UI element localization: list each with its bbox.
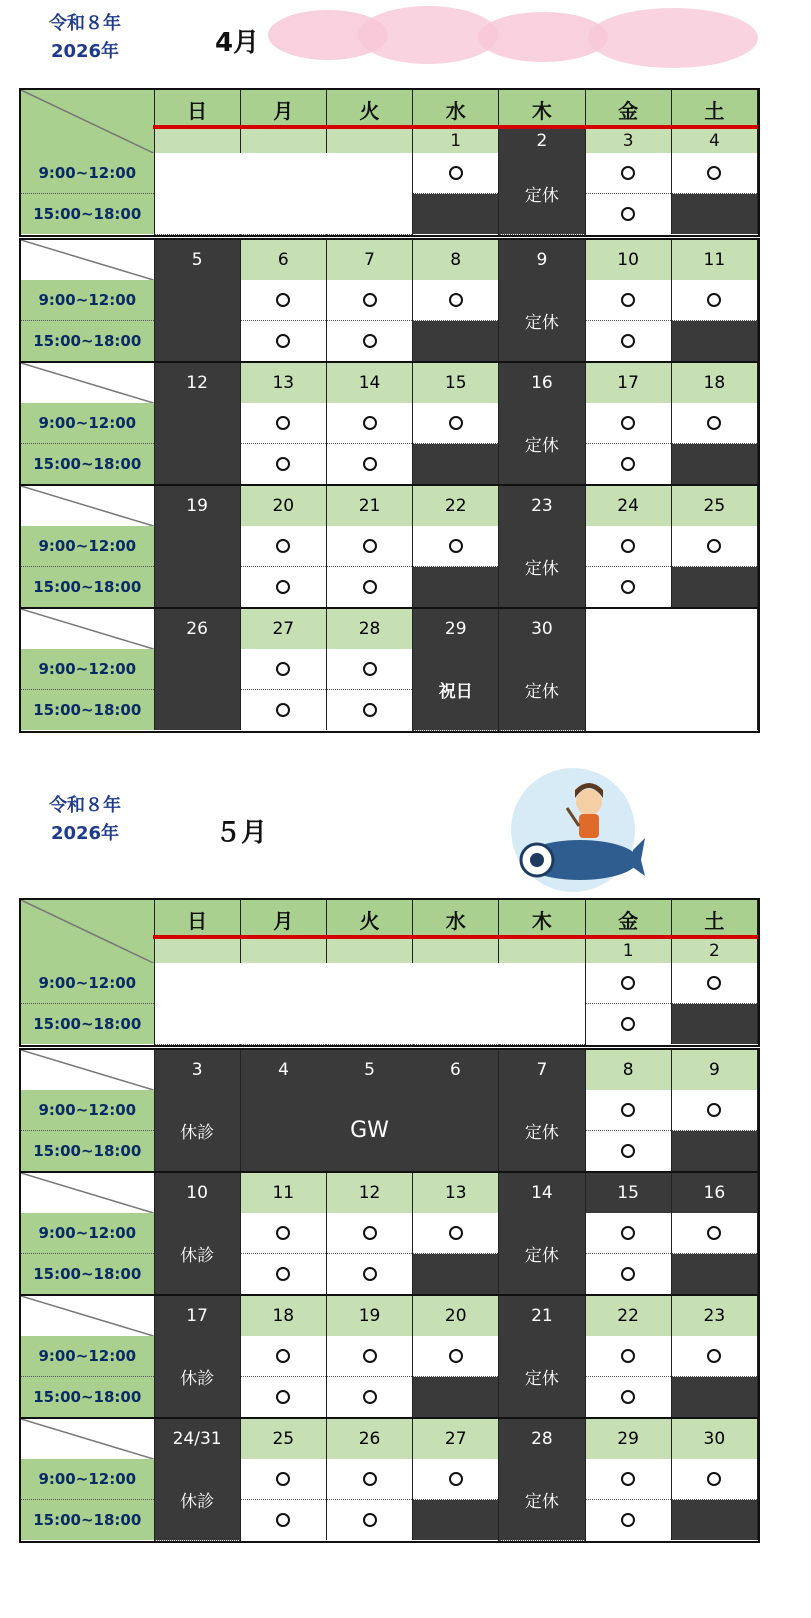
date: 8 bbox=[585, 1049, 671, 1090]
open-mark bbox=[621, 580, 635, 594]
date: 22 bbox=[413, 485, 499, 526]
open-mark bbox=[449, 1226, 463, 1240]
slot-morning: 9:00~12:00 bbox=[21, 1336, 154, 1377]
date: 5 bbox=[154, 239, 240, 362]
sunday-closed-label: 休診 bbox=[154, 1459, 240, 1540]
open-mark bbox=[707, 416, 721, 430]
date: 18 bbox=[671, 362, 757, 403]
empty-cell bbox=[154, 963, 585, 1044]
open-mark bbox=[363, 1390, 377, 1404]
slot-afternoon: 15:00~18:00 bbox=[21, 194, 154, 235]
date: 7 bbox=[499, 1049, 585, 1090]
open-mark bbox=[621, 1349, 635, 1363]
date: 12 bbox=[154, 362, 240, 485]
slot-afternoon: 15:00~18:00 bbox=[21, 1500, 154, 1541]
date: 30 bbox=[671, 1418, 757, 1459]
open-mark bbox=[621, 457, 635, 471]
slot-afternoon: 15:00~18:00 bbox=[21, 1254, 154, 1296]
date: 17 bbox=[585, 362, 671, 403]
open-mark bbox=[276, 1226, 290, 1240]
open-mark bbox=[276, 580, 290, 594]
weekday-fri: 金 bbox=[585, 90, 671, 128]
date: 25 bbox=[240, 1418, 326, 1459]
open-mark bbox=[707, 1349, 721, 1363]
open-mark bbox=[276, 1349, 290, 1363]
date: 27 bbox=[413, 1418, 499, 1459]
open-mark bbox=[621, 1144, 635, 1158]
open-mark bbox=[276, 662, 290, 676]
closed-label: 定休 bbox=[499, 649, 585, 730]
date: 7 bbox=[326, 239, 412, 280]
weekday-tue: 火 bbox=[326, 90, 412, 128]
closed-label: 定休 bbox=[499, 1336, 585, 1418]
slot-afternoon: 15:00~18:00 bbox=[21, 444, 154, 486]
april-era: 令和８年 bbox=[49, 13, 121, 34]
corner-cell bbox=[21, 90, 154, 153]
date: 21 bbox=[326, 485, 412, 526]
open-mark bbox=[363, 1226, 377, 1240]
closed-label: 定休 bbox=[499, 153, 585, 234]
closed-label: 定休 bbox=[499, 1213, 585, 1295]
slot-afternoon: 15:00~18:00 bbox=[21, 690, 154, 731]
open-mark bbox=[363, 457, 377, 471]
slot-morning: 9:00~12:00 bbox=[21, 153, 154, 194]
open-mark bbox=[276, 416, 290, 430]
date: 18 bbox=[240, 1295, 326, 1336]
date: 25 bbox=[671, 485, 757, 526]
corner-cell bbox=[21, 608, 154, 649]
open-mark bbox=[449, 1472, 463, 1486]
may-era-label bbox=[20, 792, 150, 848]
april-year: 2026年 bbox=[50, 41, 120, 62]
corner-cell bbox=[21, 239, 154, 280]
weekday-sun: 日 bbox=[154, 90, 240, 128]
open-mark bbox=[621, 1472, 635, 1486]
date: 11 bbox=[671, 239, 757, 280]
open-mark bbox=[276, 334, 290, 348]
may-era: 令和８年 bbox=[49, 795, 121, 816]
april-calendar-weeks bbox=[19, 238, 760, 733]
open-mark bbox=[276, 293, 290, 307]
sunday-closed-label: 休診 bbox=[154, 1336, 240, 1418]
date: 19 bbox=[326, 1295, 412, 1336]
open-mark bbox=[707, 976, 721, 990]
open-mark bbox=[363, 662, 377, 676]
slot-afternoon: 15:00~18:00 bbox=[21, 1004, 154, 1045]
open-mark bbox=[621, 334, 635, 348]
april-era-label bbox=[20, 10, 150, 66]
slot-afternoon: 15:00~18:00 bbox=[21, 1377, 154, 1419]
date: 2 bbox=[499, 128, 585, 153]
open-mark bbox=[363, 539, 377, 553]
date: 6 bbox=[413, 1049, 499, 1090]
corner-cell bbox=[21, 1418, 154, 1459]
date: 24/31 bbox=[154, 1418, 240, 1459]
weekday-wed: 水 bbox=[413, 90, 499, 128]
date: 3 bbox=[154, 1049, 240, 1090]
weekday-thu: 木 bbox=[499, 90, 585, 128]
open-mark bbox=[621, 1017, 635, 1031]
open-mark bbox=[363, 293, 377, 307]
date: 2 bbox=[671, 938, 757, 963]
date: 10 bbox=[585, 239, 671, 280]
date: 9 bbox=[499, 239, 585, 280]
header-red-line bbox=[153, 125, 758, 129]
closed-label: 定休 bbox=[499, 1090, 585, 1172]
weekday-mon: 月 bbox=[240, 900, 326, 938]
open-mark bbox=[621, 1513, 635, 1527]
date: 9 bbox=[671, 1049, 757, 1090]
date: 1 bbox=[585, 938, 671, 963]
open-mark bbox=[276, 539, 290, 553]
slot-morning: 9:00~12:00 bbox=[21, 280, 154, 321]
date: 24 bbox=[585, 485, 671, 526]
sunday-closed-label: 休診 bbox=[154, 1213, 240, 1295]
date: 16 bbox=[499, 362, 585, 403]
date: 20 bbox=[240, 485, 326, 526]
date: 26 bbox=[154, 608, 240, 730]
closed-label: 定休 bbox=[499, 403, 585, 485]
date: 23 bbox=[671, 1295, 757, 1336]
may-month-title: ５月 bbox=[215, 818, 268, 848]
corner-cell bbox=[21, 900, 154, 963]
open-mark bbox=[276, 457, 290, 471]
open-mark bbox=[621, 207, 635, 221]
header-red-line bbox=[153, 935, 758, 939]
slot-morning: 9:00~12:00 bbox=[21, 1090, 154, 1131]
open-mark bbox=[707, 1226, 721, 1240]
slot-morning: 9:00~12:00 bbox=[21, 649, 154, 690]
date: 28 bbox=[326, 608, 412, 649]
may-calendar-weeks bbox=[19, 1048, 760, 1543]
weekday-tue: 火 bbox=[326, 900, 412, 938]
date: 6 bbox=[240, 239, 326, 280]
sunday-closed-label: 休診 bbox=[154, 1090, 240, 1172]
open-mark bbox=[707, 1472, 721, 1486]
slot-morning: 9:00~12:00 bbox=[21, 1459, 154, 1500]
open-mark bbox=[276, 1267, 290, 1281]
open-mark bbox=[276, 703, 290, 717]
date: 4 bbox=[671, 128, 757, 153]
may-year: 2026年 bbox=[50, 823, 120, 844]
date: 22 bbox=[585, 1295, 671, 1336]
open-mark bbox=[621, 416, 635, 430]
slot-morning: 9:00~12:00 bbox=[21, 526, 154, 567]
weekday-fri: 金 bbox=[585, 900, 671, 938]
open-mark bbox=[707, 293, 721, 307]
date: 15 bbox=[413, 362, 499, 403]
date: 5 bbox=[326, 1049, 412, 1090]
open-mark bbox=[363, 703, 377, 717]
date: 29 bbox=[585, 1418, 671, 1459]
date: 8 bbox=[413, 239, 499, 280]
date: 21 bbox=[499, 1295, 585, 1336]
date: 3 bbox=[585, 128, 671, 153]
open-mark bbox=[363, 334, 377, 348]
open-mark bbox=[363, 416, 377, 430]
date: 30 bbox=[499, 608, 585, 649]
date: 28 bbox=[499, 1418, 585, 1459]
open-mark bbox=[621, 293, 635, 307]
holiday-date: 29 bbox=[413, 608, 499, 649]
open-mark bbox=[276, 1472, 290, 1486]
open-mark bbox=[621, 1390, 635, 1404]
holiday-label: 祝日 bbox=[413, 649, 499, 730]
open-mark bbox=[363, 580, 377, 594]
open-mark bbox=[363, 1267, 377, 1281]
date: 17 bbox=[154, 1295, 240, 1336]
april-month-title: 4月 bbox=[215, 28, 260, 58]
april-calendar bbox=[19, 88, 760, 237]
date: 14 bbox=[326, 362, 412, 403]
date: 26 bbox=[326, 1418, 412, 1459]
date: 4 bbox=[240, 1049, 326, 1090]
open-mark bbox=[707, 1103, 721, 1117]
open-mark bbox=[449, 293, 463, 307]
weekday-mon: 月 bbox=[240, 90, 326, 128]
weekday-sat: 土 bbox=[671, 90, 757, 128]
open-mark bbox=[449, 1349, 463, 1363]
date: 13 bbox=[413, 1172, 499, 1213]
date: 19 bbox=[154, 485, 240, 608]
slot-morning: 9:00~12:00 bbox=[21, 963, 154, 1004]
corner-cell bbox=[21, 485, 154, 526]
weekday-wed: 水 bbox=[413, 900, 499, 938]
corner-cell bbox=[21, 362, 154, 403]
date: 20 bbox=[413, 1295, 499, 1336]
open-mark bbox=[276, 1390, 290, 1404]
open-mark bbox=[363, 1513, 377, 1527]
corner-cell bbox=[21, 1295, 154, 1336]
open-mark bbox=[621, 1103, 635, 1117]
open-mark bbox=[621, 976, 635, 990]
closed-label: 定休 bbox=[499, 1459, 585, 1540]
open-mark bbox=[621, 166, 635, 180]
open-mark bbox=[621, 1226, 635, 1240]
date: 15 bbox=[585, 1172, 671, 1213]
koinobori-boy-illustration bbox=[505, 768, 645, 898]
open-mark bbox=[621, 1267, 635, 1281]
open-mark bbox=[707, 539, 721, 553]
empty-cell bbox=[154, 153, 413, 234]
weekday-thu: 木 bbox=[499, 900, 585, 938]
closed-label: 定休 bbox=[499, 526, 585, 608]
may-calendar bbox=[19, 898, 760, 1047]
open-mark bbox=[707, 166, 721, 180]
date: 27 bbox=[240, 608, 326, 649]
date: 1 bbox=[413, 128, 499, 153]
cherry-blossom-decoration bbox=[268, 6, 758, 76]
slot-morning: 9:00~12:00 bbox=[21, 403, 154, 444]
corner-cell bbox=[21, 1172, 154, 1213]
date: 14 bbox=[499, 1172, 585, 1213]
slot-afternoon: 15:00~18:00 bbox=[21, 321, 154, 363]
open-mark bbox=[363, 1472, 377, 1486]
open-mark bbox=[621, 539, 635, 553]
open-mark bbox=[449, 416, 463, 430]
open-mark bbox=[449, 539, 463, 553]
date: 13 bbox=[240, 362, 326, 403]
closed-label: 定休 bbox=[499, 280, 585, 362]
date: 12 bbox=[326, 1172, 412, 1213]
open-mark bbox=[276, 1513, 290, 1527]
date: 11 bbox=[240, 1172, 326, 1213]
weekday-sat: 土 bbox=[671, 900, 757, 938]
slot-afternoon: 15:00~18:00 bbox=[21, 567, 154, 609]
empty-cell bbox=[585, 608, 757, 730]
corner-cell bbox=[21, 1049, 154, 1090]
open-mark bbox=[363, 1349, 377, 1363]
date: 23 bbox=[499, 485, 585, 526]
weekday-sun: 日 bbox=[154, 900, 240, 938]
slot-morning: 9:00~12:00 bbox=[21, 1213, 154, 1254]
slot-afternoon: 15:00~18:00 bbox=[21, 1131, 154, 1173]
gw-label: GW bbox=[240, 1090, 499, 1172]
open-mark bbox=[449, 166, 463, 180]
date: 10 bbox=[154, 1172, 240, 1213]
date: 16 bbox=[671, 1172, 757, 1213]
